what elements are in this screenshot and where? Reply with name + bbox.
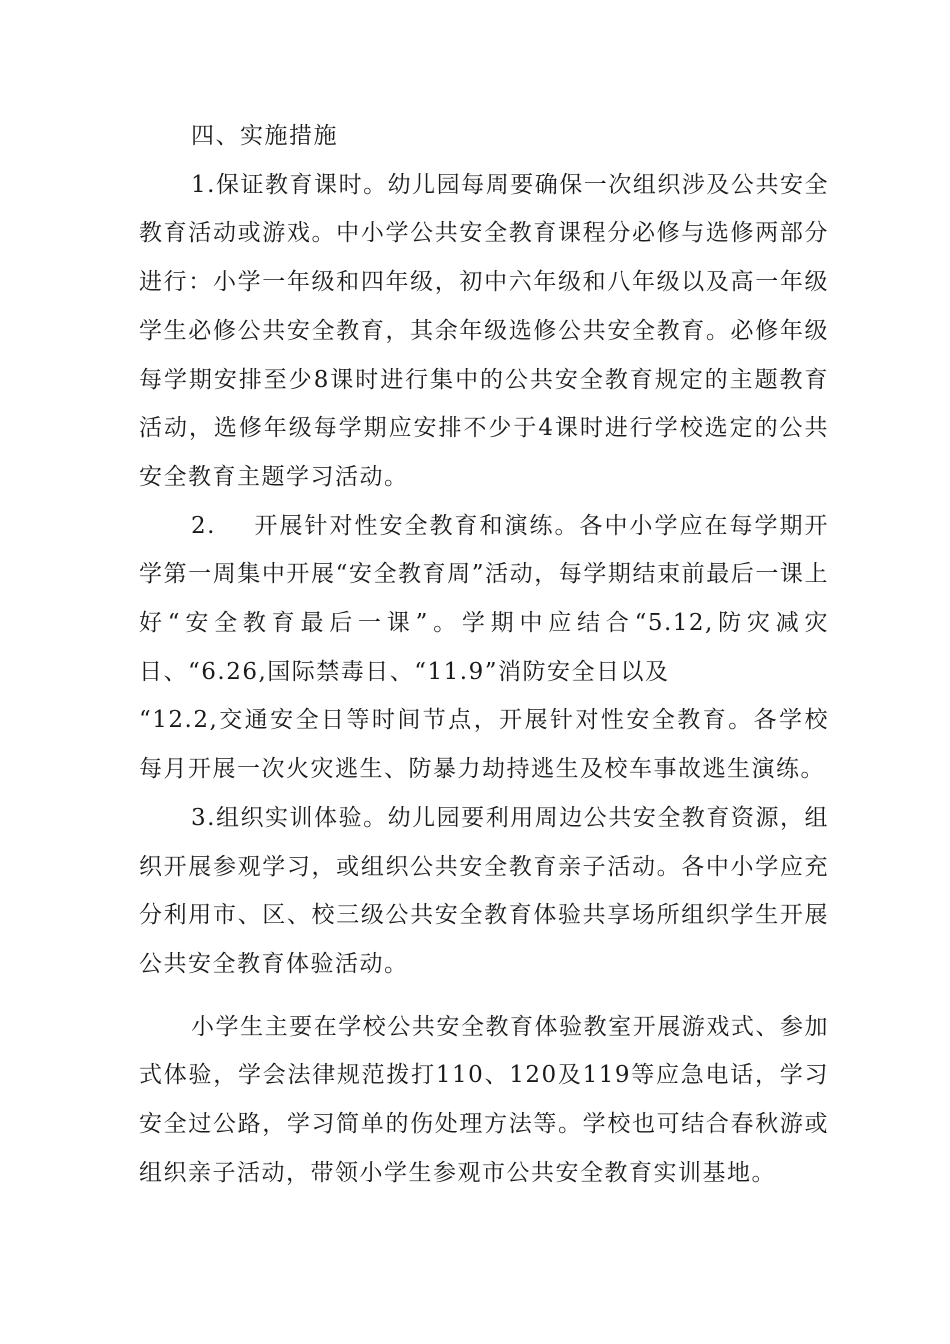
paragraph-4: 小学生主要在学校公共安全教育体验教室开展游戏式、参加式体验，学会法律规范拨打110、120及119等应急电话，学习安全过公路，学习简单的伤处理方法等。学校也可结合春秋游或组织亲子活动，带领小学生参观市公共安全教育实训基地。	[139, 1013, 829, 1186]
paragraph-2-number: 2.	[191, 512, 216, 539]
paragraph-2-text-a: 开展针对性安全教育和演练。各中小学应在每学期开学第一周集中开展“安全教育周”活动，每学期结束前最后一课上好“安全教育最后一课”。学期中应结合“5.12,防灾减灾日、“6.26,国际禁毒日、“11.9”消防安全日以及	[139, 512, 829, 685]
paragraph-2a	[139, 502, 829, 697]
paragraph-2b: “12.2,交通安全日等时间节点，开展针对性安全教育。各学校每月开展一次火灾逃生、防暴力劫持逃生及校车事故逃生演练。	[139, 707, 829, 783]
paragraph-1: 1.保证教育课时。幼儿园每周要确保一次组织涉及公共安全教育活动或游戏。中小学公共安全教育课程分必修与选修两部分进行：小学一年级和四年级，初中六年级和八年级以及高一年级学生必修公共安全教育，其余年级选修公共安全教育。必修年级每学期安排至少8课时进行集中的公共安全教育规定的主题教育活动，选修年级每学期应安排不少于4课时进行学校选定的公共安全教育主题学习活动。	[139, 171, 829, 490]
section-heading: 四、实施措施	[191, 123, 338, 149]
document-body	[139, 112, 829, 1197]
paragraph-3: 3.组织实训体验。幼儿园要利用周边公共安全教育资源，组织开展参观学习，或组织公共安全教育亲子活动。各中小学应充分利用市、区、校三级公共安全教育体验共享场所组织学生开展公共安全教育体验活动。	[139, 804, 829, 977]
